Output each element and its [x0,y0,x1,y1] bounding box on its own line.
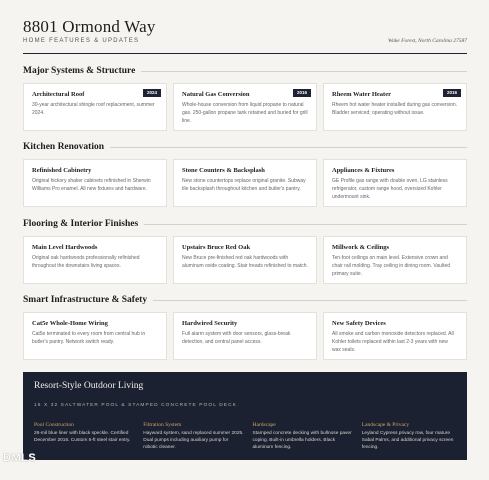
outdoor-col-hardscape [253,422,353,451]
feature-card-safety-devices [323,312,467,360]
outdoor-col-title: Filtration System [143,422,182,428]
outdoor-col-filtration [143,422,243,451]
outdoor-col-title: Hardscape [252,422,276,428]
kitchen-row [23,159,467,207]
outdoor-subtitle: 16 X 32 SALTWATER POOL & STAMPED CONCRETE POOL DECK [34,403,237,408]
card-title: Main Level Hardwoods [32,244,98,251]
section-title-kitchen [23,142,467,152]
outdoor-col-text: Leyland Cypress privacy row, four mature Sabal Palms, and additional privacy screen fencing. [361,431,454,450]
infrastructure-row [23,312,467,360]
card-title: Appliances & Fixtures [332,167,395,174]
feature-card-appliances [323,159,467,207]
card-text: Cat5e terminated to every room from central hub in butler's pantry. Network switch ready. [32,331,146,345]
feature-card-counters [173,159,317,207]
outdoor-title: Resort-Style Outdoor Living [34,381,144,391]
feature-card-water-heater [323,83,467,131]
feature-card-cabinetry [23,159,167,207]
card-title: Cat5e Whole-Home Wiring [32,320,108,327]
card-text: Original oak hardwoods professionally refinished throughout the downstairs living spaces. [32,255,140,269]
property-location: Wake Forest, North Carolina 27587 [388,38,467,44]
dmls-watermark: DMLS [3,452,37,464]
year-badge: 2024 [143,89,161,97]
card-text: Ten-foot ceilings on main level. Extensive crown and chair rail molding. Tray ceiling in dining room. Vaulted primary suite. [332,255,451,277]
card-title: New Safety Devices [332,320,386,327]
section-title-flooring [23,219,467,229]
outdoor-col-text: Stamped concrete decking with bullnose paver coping. Built-in umbrella holders. Black aluminum fencing. [252,431,352,450]
property-address: 8801 Ormond Way [23,17,156,36]
outdoor-col-text: Hayward system, sand replaced summer 2025. Dual pumps including auxiliary pump for robotic cleaner. [143,431,244,450]
section-heading: Flooring & Interior Finishes [23,219,139,229]
flooring-row [23,236,467,284]
feature-card-security [173,312,317,360]
outdoor-col-pool [34,422,134,451]
card-title: Upstairs Bruce Red Oak [182,244,251,251]
section-divider [153,300,467,301]
card-title: Millwork & Ceilings [332,244,390,251]
card-text: GE Profile gas range with double oven, LG stainless refrigerator, custom range hood, oversized Kohler undermount sink. [332,178,448,200]
card-text: Rheem hot water heater installed during gas conversion. Bladder serviced; operating without issue. [332,102,458,116]
section-heading: Smart Infrastructure & Safety [23,295,148,305]
card-text: Full alarm system with door sensors, glass-break detection, and central panel access. [182,331,291,345]
card-text: All smoke and carbon monoxide detectors replaced. All Kohler toilets replaced within last 2-3 years with new wax seals. [332,331,454,353]
section-title-major-systems [23,66,467,76]
card-title: Natural Gas Conversion [182,91,250,98]
outdoor-living-panel [23,372,467,460]
outdoor-col-title: Landscape & Privacy [361,422,410,428]
page-header [23,17,467,54]
card-text: 30-year architectural shingle roof replacement, summer 2024. [32,102,155,116]
major-systems-row [23,83,467,131]
outdoor-col-text: 26-mil blue liner with black speckle. Certified December 2016. Custom 6-ft steel stair entry. [34,431,131,443]
card-title: Refinished Cabinetry [32,167,92,174]
card-title: Hardwired Security [182,320,238,327]
page-subtitle: HOME FEATURES & UPDATES [23,38,140,44]
outdoor-col-title: Pool Construction [34,422,74,428]
outdoor-col-landscape [362,422,462,451]
feature-card-upstairs-oak [173,236,317,284]
card-text: New Bruce pre-finished red oak hardwoods with aluminum oxide coating. Stair treads refinished to match. [182,255,308,269]
feature-card-gas [173,83,317,131]
section-heading: Kitchen Renovation [23,142,105,152]
outdoor-columns [34,422,462,451]
card-title: Rheem Water Heater [332,91,391,98]
feature-card-millwork [323,236,467,284]
card-title: Stone Counters & Backsplash [182,167,265,174]
year-badge: 2016 [293,89,311,97]
card-text: Whole-house conversion from liquid propane to natural gas. 250-gallon propane tank retained and buried for grill line. [182,102,308,124]
feature-card-cat5e [23,312,167,360]
card-text: Original hickory shaker cabinets refinished in Sherwin Williams Pro enamel. All new fixtures and hardware. [32,178,151,192]
section-heading: Major Systems & Structure [23,66,136,76]
section-divider [144,224,467,225]
section-title-smart-infrastructure [23,295,467,305]
card-title: Architectural Roof [32,91,85,98]
section-divider [110,147,467,148]
feature-card-main-hardwoods [23,236,167,284]
feature-card-roof [23,83,167,131]
year-badge: 2016 [443,89,461,97]
card-text: New stone countertops replace original granite. Subway tile backsplash throughout kitchen and butler's pantry. [182,178,306,192]
section-divider [141,71,467,72]
